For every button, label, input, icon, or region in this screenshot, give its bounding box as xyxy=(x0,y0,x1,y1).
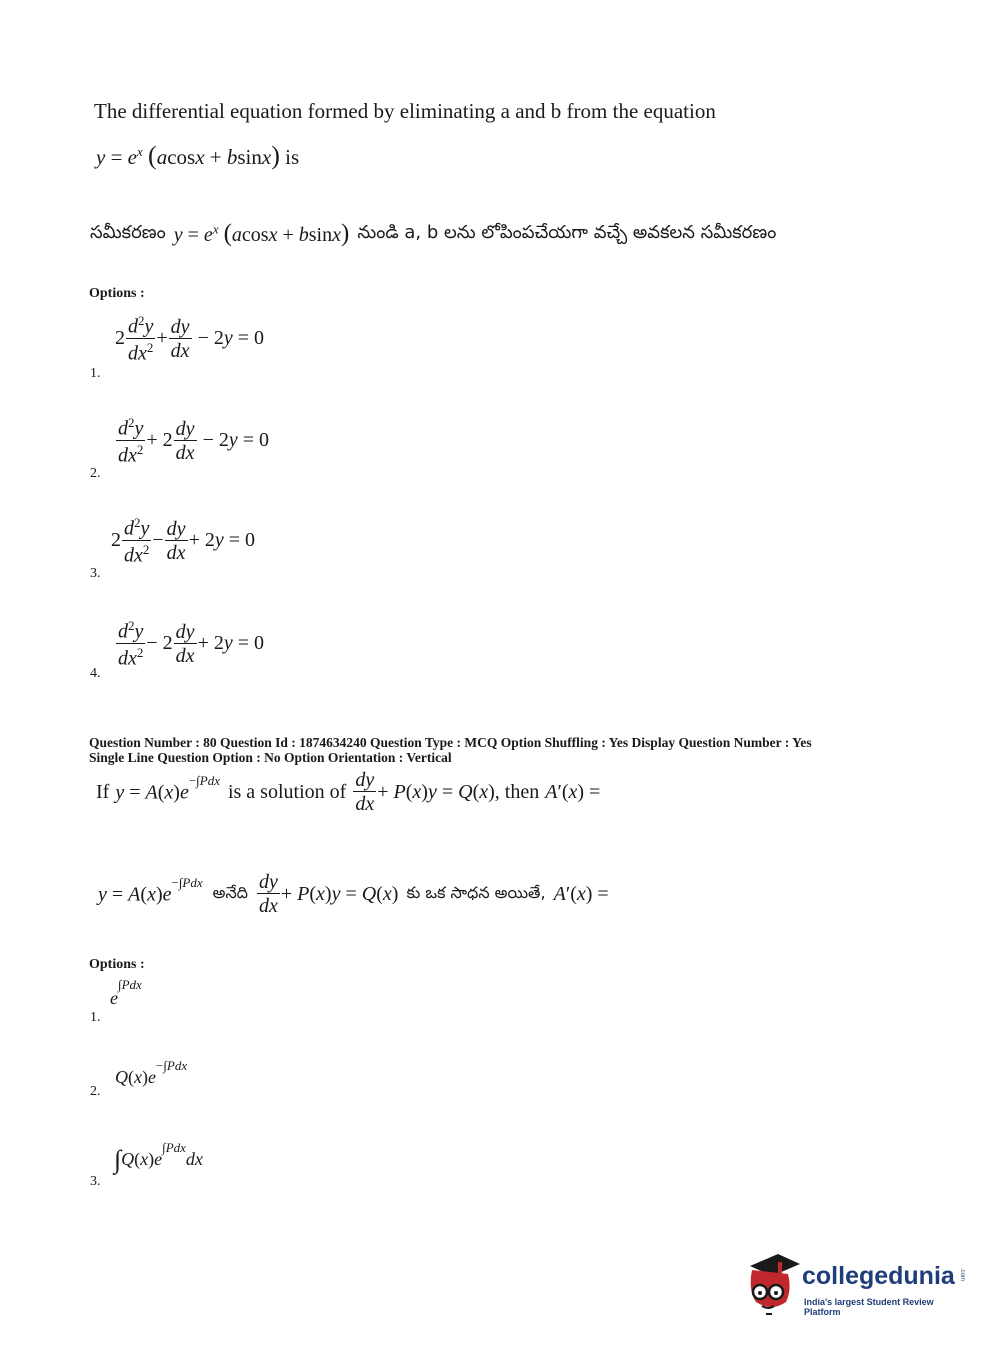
q79-option-4[interactable]: $\frac{d^2y}{dx^2}$ − 2 $\frac{dy}{dx}$ + 2y = 0 xyxy=(118,618,265,670)
q79-options-label: Options : xyxy=(89,286,145,301)
q79-option-2-number: 2. xyxy=(90,466,101,481)
q80-stem-then: , then xyxy=(494,780,540,803)
q80-stem-te xyxy=(98,872,609,916)
q79-te-prefix: సమీకరణం xyxy=(90,221,166,243)
q80-stem-mid: is a solution of xyxy=(227,780,347,803)
mascot-icon xyxy=(742,1250,802,1316)
q80-stem-y-eq: $y = A(x)e^{-\int Pdx}$ xyxy=(115,773,220,804)
q79-option-2[interactable]: $\frac{d^2y}{dx^2}$ + 2 $\frac{dy}{dx}$ − 2y = 0 xyxy=(118,415,270,467)
q80-te-mid: అనేది xyxy=(212,882,248,902)
q79-stem-te xyxy=(90,220,776,248)
q80-meta-line1: Question Number : 80 Question Id : 1874634240 Question Type : MCQ Option Shuffling : Yes Display Question Number : Yes xyxy=(89,735,812,750)
logo-wordmark: collegedunia xyxy=(802,1262,955,1290)
q80-meta-line2: Single Line Question Option : No Option Orientation : Vertical xyxy=(89,750,452,765)
q80-te-aprime: A′(x) = xyxy=(553,882,609,905)
q79-option-3-number: 3. xyxy=(90,566,101,581)
q79-option-4-number: 4. xyxy=(90,666,101,681)
q79-stem-is: is xyxy=(285,145,300,169)
q80-te-end: కు ఒక సాధన అయితే, xyxy=(406,882,546,902)
q80-te-de: $\frac{dy}{dx}$ + P(x)y = Q(x) xyxy=(258,871,399,917)
q79-option-1-number: 1. xyxy=(90,366,101,381)
q80-te-y-eq: $y = A(x)e^{-\int Pdx}$ xyxy=(98,875,203,906)
q79-option-1[interactable]: 2 $\frac{d^2y}{dx^2}$ + $\frac{dy}{dx}$ − 2y = 0 xyxy=(115,313,265,365)
q79-equation: $y = e^x$ (acosx + bsinx) xyxy=(96,141,280,170)
q79-stem-equation xyxy=(96,141,299,171)
q80-option-2[interactable]: $Q(x)e^{-\int Pdx}$ xyxy=(115,1058,188,1087)
logo-suffix: .com xyxy=(959,1268,965,1282)
q80-option-3[interactable]: $\int Q(x)e^{\int Pdx}dx$ xyxy=(114,1140,203,1174)
q80-stem-aprime: A′(x) = xyxy=(545,780,601,803)
q80-option-2-number: 2. xyxy=(90,1084,101,1099)
q80-option-1[interactable]: $e^{\int Pdx}$ xyxy=(110,977,142,1008)
q79-te-suffix: నుండి a, b లను లోపింపచేయగా వచ్చే అవకలన సమీకరణం xyxy=(357,221,777,243)
q80-option-1-number: 1. xyxy=(90,1010,101,1025)
q80-option-3-number: 3. xyxy=(90,1174,101,1189)
logo-tagline: India's largest Student Review Platform xyxy=(804,1297,934,1317)
q80-options-label: Options : xyxy=(89,957,145,972)
q79-option-3[interactable]: 2 $\frac{d^2y}{dx^2}$ − $\frac{dy}{dx}$ + 2y = 0 xyxy=(111,515,256,567)
q80-stem-en xyxy=(96,770,600,814)
collegedunia-logo[interactable] xyxy=(742,1250,972,1320)
q80-stem-if: If xyxy=(96,780,110,803)
q79-stem-en: The differential equation formed by eliminating a and b from the equation xyxy=(94,99,716,123)
q80-stem-de: $\frac{dy}{dx}$ + P(x)y = Q(x) xyxy=(355,769,495,815)
q79-te-equation: $y = e^x$ (acosx + bsinx) xyxy=(173,220,350,247)
